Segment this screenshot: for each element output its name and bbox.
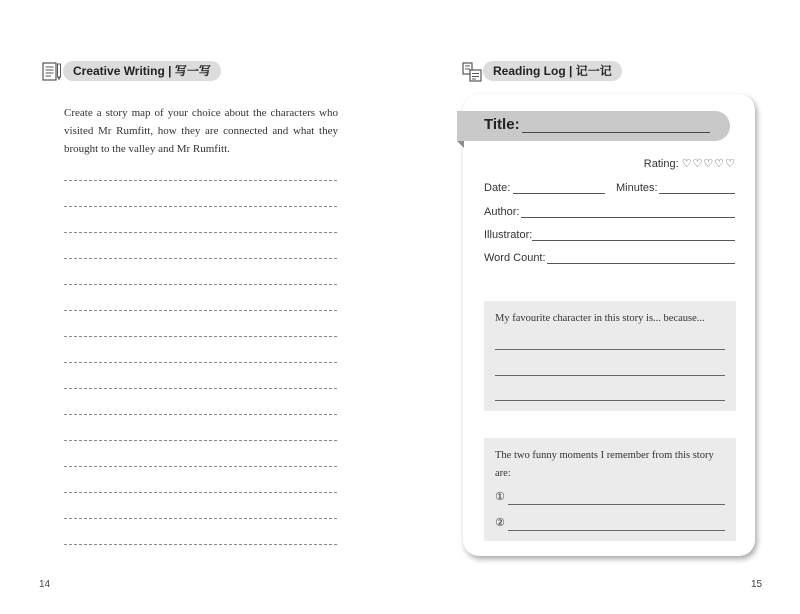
- date-input-line[interactable]: [513, 193, 605, 194]
- writing-line: [64, 180, 337, 181]
- document-pencil-icon: [41, 61, 63, 83]
- writing-line: [64, 310, 337, 311]
- rating-label: Rating:: [643, 158, 679, 170]
- title-input-line[interactable]: [522, 132, 710, 133]
- favourite-character-prompt: My favourite character in this story is... because...: [495, 313, 705, 324]
- circled-number-two: ②: [495, 516, 505, 529]
- writing-line: [64, 414, 337, 415]
- answer-line[interactable]: [508, 504, 725, 505]
- writing-line: [64, 258, 337, 259]
- writing-line: [64, 518, 337, 519]
- illustrator-input-line[interactable]: [532, 240, 735, 241]
- page-number-right: 15: [751, 579, 763, 590]
- writing-line: [64, 232, 337, 233]
- answer-line[interactable]: [495, 349, 725, 350]
- answer-line[interactable]: [508, 530, 725, 531]
- date-label: Date:: [484, 182, 511, 194]
- section-title-reading-log: Reading Log | 记一记: [483, 61, 622, 81]
- title-bar-fold: [457, 141, 464, 148]
- writing-line: [64, 362, 337, 363]
- word-count-input-line[interactable]: [547, 263, 735, 264]
- author-label: Author:: [484, 206, 520, 218]
- circled-number-one: ①: [495, 490, 505, 503]
- page-number-left: 14: [39, 579, 51, 590]
- writing-line: [64, 440, 337, 441]
- writing-line: [64, 284, 337, 285]
- writing-line: [64, 544, 337, 545]
- section-title-creative-writing: Creative Writing | 写一写: [63, 61, 221, 81]
- writing-line: [64, 206, 337, 207]
- writing-line: [64, 466, 337, 467]
- minutes-input-line[interactable]: [659, 193, 735, 194]
- writing-line: [64, 388, 337, 389]
- rating: [644, 157, 736, 170]
- illustrator-label: Illustrator:: [484, 229, 533, 241]
- writing-line: [64, 492, 337, 493]
- writing-prompt: Create a story map of your choice about the characters who visited Mr Rumfitt, how they are connected and what they brought to the valley and Mr Rumfitt.: [64, 107, 338, 155]
- heart-rating-icons[interactable]: ♡♡♡♡♡: [681, 157, 736, 170]
- answer-line[interactable]: [495, 400, 725, 401]
- answer-line[interactable]: [495, 375, 725, 376]
- title-label: Title:: [484, 116, 520, 133]
- word-count-label: Word Count:: [484, 252, 546, 264]
- author-input-line[interactable]: [521, 217, 735, 218]
- funny-moments-prompt: The two funny moments I remember from this story are:: [495, 450, 714, 479]
- reading-log-icon: [461, 61, 483, 83]
- minutes-label: Minutes:: [616, 182, 658, 194]
- writing-line: [64, 336, 337, 337]
